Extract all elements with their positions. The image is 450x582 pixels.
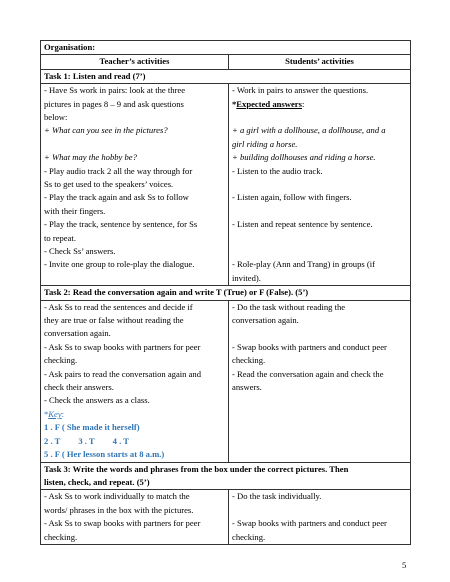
- task2-students-line: conversation again.: [232, 315, 299, 326]
- task2-row: [41, 300, 411, 462]
- task1-answer: + a girl with a dollhouse, a dollhouse, and a: [232, 125, 386, 136]
- task2-teacher-line: - Check the answers as a class.: [44, 395, 150, 406]
- task1-students-line: - Work in pairs to answer the questions.: [232, 85, 369, 96]
- task1-students-line: - Listen and repeat sentence by sentence.: [232, 219, 373, 230]
- task1-teacher-line: - Check Ss’ answers.: [44, 246, 116, 257]
- task1-row: [41, 84, 411, 286]
- task2-students-line: answers.: [232, 382, 262, 393]
- task1-teacher-line: - Invite one group to role-play the dialogue.: [44, 259, 195, 270]
- task3-teacher-line: checking.: [44, 531, 78, 542]
- task1-students-line: invited).: [232, 272, 261, 283]
- task1-teacher-line: below:: [44, 112, 68, 123]
- teacher-column-header: Teacher’s activities: [41, 55, 229, 69]
- key-label: *Key:: [44, 408, 65, 419]
- task2-students-line: - Do the task without reading the: [232, 301, 346, 312]
- expected-answers-label: *Expected answers:: [232, 98, 305, 109]
- task2-teacher-line: - Ask Ss to swap books with partners for peer: [44, 341, 201, 352]
- key-answer: 5 . F ( Her lesson starts at 8 a.m.): [44, 449, 165, 460]
- task1-students-line: - Role-play (Ann and Trang) in groups (if: [232, 259, 375, 270]
- key-answer: 1 . F ( She made it herself): [44, 422, 140, 433]
- task1-teacher-line: pictures in pages 8 – 9 and ask questions: [44, 98, 184, 109]
- task1-teacher-line: to repeat.: [44, 232, 76, 243]
- task1-students-line: - Listen again, follow with fingers.: [232, 192, 352, 203]
- task2-students-line: checking.: [232, 355, 266, 366]
- task2-teacher-line: conversation again.: [44, 328, 111, 339]
- task3-students-line: - Swap books with partners and conduct peer: [232, 518, 387, 529]
- task2-students-line: - Read the conversation again and check the: [232, 368, 384, 379]
- task1-teacher-cell: [41, 84, 229, 286]
- students-column-header: Students’ activities: [229, 55, 411, 69]
- task2-teacher-line: checking.: [44, 355, 78, 366]
- task2-teacher-line: - Ask Ss to read the sentences and decide if: [44, 301, 193, 312]
- task2-students-line: - Swap books with partners and conduct peer: [232, 341, 387, 352]
- task1-question-2: + What may the hobby be?: [44, 152, 137, 163]
- task2-teacher-line: they are true or false without reading the: [44, 315, 184, 326]
- task1-teacher-line: with their fingers.: [44, 205, 106, 216]
- task3-row: [41, 490, 411, 545]
- lesson-plan-table: [40, 40, 411, 545]
- task1-students-line: - Listen to the audio track.: [232, 165, 323, 176]
- task3-title: Task 3: Write the words and phrases from the box under the correct pictures. Then listen, check, and repeat. (5’): [41, 462, 411, 490]
- task1-teacher-line: - Have Ss work in pairs: look at the three: [44, 85, 186, 96]
- task3-students-line: - Do the task individually.: [232, 491, 322, 502]
- page-number: 5: [402, 560, 407, 570]
- task1-title: Task 1: Listen and read (7’): [41, 69, 411, 83]
- task1-answer: + building dollhouses and riding a horse.: [232, 152, 376, 163]
- key-answer: 2 . T 3 . T 4 . T: [44, 435, 129, 446]
- task1-answer: girl riding a horse.: [232, 138, 298, 149]
- task3-students-cell: [229, 490, 411, 545]
- task3-teacher-line: words/ phrases in the box with the pictures.: [44, 504, 194, 515]
- task2-teacher-cell: [41, 300, 229, 462]
- task1-teacher-line: - Play the track again and ask Ss to follow: [44, 192, 189, 203]
- task3-teacher-line: - Ask Ss to swap books with partners for peer: [44, 518, 201, 529]
- task2-teacher-line: check their answers.: [44, 382, 114, 393]
- task1-teacher-line: - Play audio track 2 all the way through for: [44, 165, 193, 176]
- task2-teacher-line: - Ask pairs to read the conversation again and: [44, 368, 202, 379]
- task2-students-cell: [229, 300, 411, 462]
- task3-teacher-cell: [41, 490, 229, 545]
- task1-teacher-line: Ss to get used to the speakers’ voices.: [44, 179, 174, 190]
- task3-teacher-line: - Ask Ss to work individually to match the: [44, 491, 190, 502]
- task1-teacher-line: - Play the track, sentence by sentence, for Ss: [44, 219, 198, 230]
- task2-title: Task 2: Read the conversation again and write T (True) or F (False). (5’): [41, 286, 411, 300]
- task3-students-line: checking.: [232, 531, 266, 542]
- task1-question-1: + What can you see in the pictures?: [44, 125, 168, 136]
- organisation-heading: Organisation:: [41, 41, 411, 55]
- task1-students-cell: [229, 84, 411, 286]
